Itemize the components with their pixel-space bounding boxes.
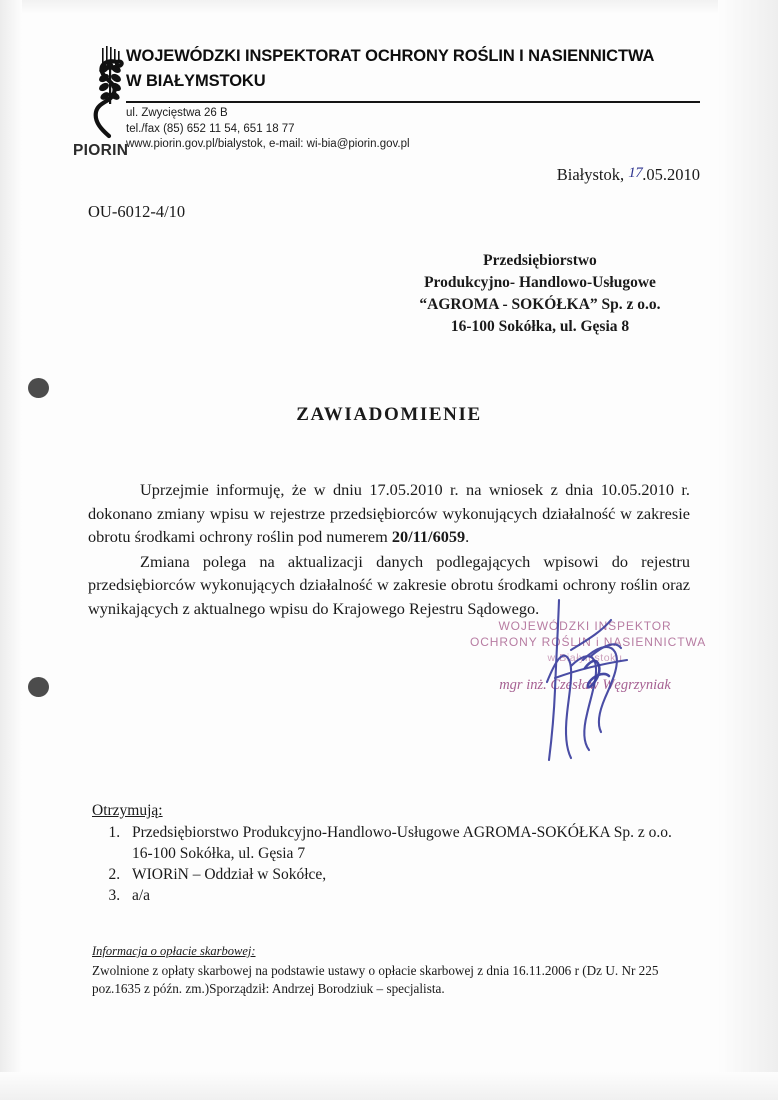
- recipients-heading: Otrzymują:: [92, 802, 163, 819]
- letterhead-contact-details: [126, 106, 706, 153]
- recipient-main-line: 2. WIORiN – Oddział w Sokółce,: [132, 866, 327, 883]
- org-name-line-2: W BIAŁYMSTOKU: [126, 72, 266, 90]
- addressee-line-1: Przedsiębiorstwo: [483, 252, 597, 269]
- recipients-list: [92, 822, 692, 906]
- addressee-line-2: Produkcyjno- Handlowo-Usługowe: [424, 274, 656, 291]
- list-item: [124, 885, 692, 906]
- addressee-line-3: “AGROMA - SOKÓŁKA” Sp. z o.o.: [419, 296, 661, 313]
- list-item: [124, 864, 692, 885]
- document-title: ZAWIADOMIENIE: [296, 404, 482, 425]
- hole-punch-mark-top: [28, 378, 49, 398]
- fee-note-heading: Informacja o opłacie skarbowej:: [92, 944, 256, 958]
- registry-number: 20/11/6059: [391, 527, 466, 546]
- recipients-block: [92, 802, 692, 906]
- scan-edge-bottom: [0, 1072, 778, 1100]
- org-name-line-1: WOJEWÓDZKI INSPEKTORAT OCHRONY ROŚLIN I NASIENNICTWA: [126, 47, 655, 65]
- signatory-name: mgr inż. Czesław Węgrzyniak: [499, 677, 671, 693]
- addressee-line-4: 16-100 Sokółka, ul. Gęsia 8: [450, 318, 630, 335]
- letterhead-divider: [126, 101, 700, 103]
- official-stamp: [470, 618, 707, 666]
- contact-address: ul. Zwycięstwa 26 B: [126, 107, 228, 119]
- paragraph-1-text-before: Uprzejmie informuję, że w dniu 17.05.2010 r. na wniosek z dnia 10.05.2010 r. dokonano zmiany wpisu w rejestrze przedsiębiorców wykonujących działalność w zakresie obrotu środkami ochrony roślin pod numerem: [88, 480, 690, 546]
- date-remainder: .05.2010: [642, 165, 700, 184]
- stamp-line-3: w Białymstoku: [547, 652, 623, 664]
- body-paragraph-2: Zmiana polega na aktualizacji danych podlegających wpisowi do rejestru przedsiębiorców wykonujących działalność w zakresie obrotu środkami ochrony roślin oraz wynikających z aktualnego wpisu do Krajowego Rejestru Sądowego.: [88, 551, 690, 618]
- signature-block: [470, 590, 710, 780]
- recipient-main-line: 3. a/a: [132, 887, 151, 904]
- organization-name: [126, 44, 706, 94]
- hole-punch-mark-bottom: [28, 677, 49, 697]
- body-paragraph-1: [88, 478, 690, 549]
- addressee-block: [380, 250, 700, 338]
- scan-edge-left: [0, 0, 22, 1100]
- scan-edge-right: [718, 0, 778, 1100]
- list-item: [124, 822, 692, 864]
- contact-web-email: www.piorin.gov.pl/bialystok, e-mail: wi-bia@piorin.gov.pl: [126, 138, 410, 150]
- stamp-line-2: OCHRONY ROŚLIN i NASIENNICTWA: [470, 635, 707, 649]
- piorin-wordmark: PIORIN: [73, 142, 129, 159]
- place-label: Białystok,: [556, 165, 629, 184]
- recipient-main-line: 1. Przedsiębiorstwo Produkcyjno-Handlowo-Usługowe AGROMA-SOKÓŁKA Sp. z o.o.: [132, 824, 672, 841]
- recipient-sub-line: 16-100 Sokółka, ul. Gęsia 7: [132, 845, 306, 862]
- stamp-line-1: WOJEWÓDZKI INSPEKTOR: [498, 619, 672, 633]
- fee-information-block: [92, 944, 692, 998]
- fee-note-body: Zwolnione z opłaty skarbowej na podstawie ustawy o opłacie skarbowej z dnia 16.11.2006 r (Dz U. Nr 225 poz.1635 z późn. zm.)Sporządził: Andrzej Borodziuk – specjalista.: [92, 963, 659, 996]
- paragraph-1-text-after: .: [465, 527, 470, 546]
- contact-phone: tel./fax (85) 652 11 54, 651 18 77: [126, 122, 295, 135]
- place-and-date: [557, 165, 700, 185]
- handwritten-date-day: 17: [628, 165, 643, 181]
- reference-number: OU-6012-4/10: [88, 202, 186, 221]
- scan-edge-top: [0, 0, 778, 14]
